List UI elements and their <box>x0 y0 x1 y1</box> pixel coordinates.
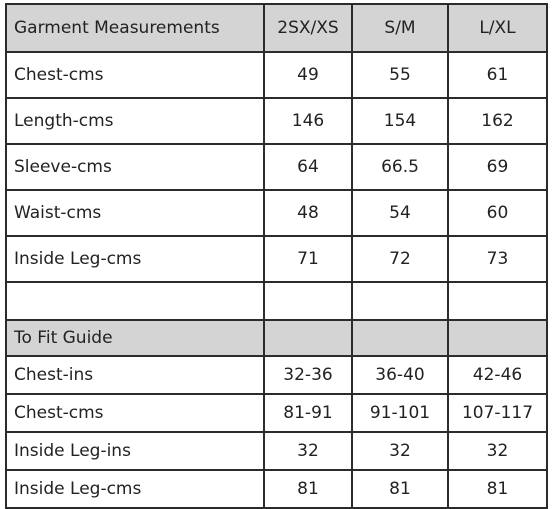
table-cell: 32 <box>352 432 448 470</box>
table-cell: 55 <box>352 52 448 98</box>
table-row <box>6 394 547 432</box>
table-cell: 66.5 <box>352 144 448 190</box>
table-cell: 32 <box>264 432 352 470</box>
row-label: Sleeve-cms <box>6 144 264 190</box>
row-label: Inside Leg-cms <box>6 470 264 508</box>
table-row <box>6 236 547 282</box>
table-cell: 154 <box>352 98 448 144</box>
row-label: Chest-cms <box>6 52 264 98</box>
table-cell: 32 <box>448 432 547 470</box>
header-cell: S/M <box>352 4 448 52</box>
table-cell: 60 <box>448 190 547 236</box>
empty-row <box>6 282 547 320</box>
empty-cell <box>448 282 547 320</box>
table-row <box>6 356 547 394</box>
header-cell: L/XL <box>448 4 547 52</box>
table-cell: 146 <box>264 98 352 144</box>
table-cell: 72 <box>352 236 448 282</box>
table-cell: 61 <box>448 52 547 98</box>
table-cell: 48 <box>264 190 352 236</box>
table-cell: 49 <box>264 52 352 98</box>
empty-cell <box>448 320 547 356</box>
empty-cell <box>264 320 352 356</box>
table-row <box>6 470 547 508</box>
row-label: Waist-cms <box>6 190 264 236</box>
table-cell: 71 <box>264 236 352 282</box>
table-row <box>6 98 547 144</box>
table-cell: 32-36 <box>264 356 352 394</box>
table-cell: 91-101 <box>352 394 448 432</box>
table-cell: 81 <box>264 470 352 508</box>
table-cell: 81 <box>448 470 547 508</box>
table-cell: 42-46 <box>448 356 547 394</box>
row-label: Inside Leg-ins <box>6 432 264 470</box>
table-cell: 73 <box>448 236 547 282</box>
table-cell: 69 <box>448 144 547 190</box>
header-cell: 2SX/XS <box>264 4 352 52</box>
empty-cell <box>352 320 448 356</box>
row-label: Inside Leg-cms <box>6 236 264 282</box>
table-row <box>6 190 547 236</box>
row-label: Length-cms <box>6 98 264 144</box>
table-cell: 81 <box>352 470 448 508</box>
empty-cell <box>264 282 352 320</box>
fit-guide-title: To Fit Guide <box>6 320 264 356</box>
header-row <box>6 4 547 52</box>
table-cell: 36-40 <box>352 356 448 394</box>
size-chart-table <box>5 3 548 509</box>
table-row <box>6 432 547 470</box>
fit-guide-header-row <box>6 320 547 356</box>
empty-cell <box>6 282 264 320</box>
table-cell: 162 <box>448 98 547 144</box>
row-label: Chest-cms <box>6 394 264 432</box>
table-cell: 81-91 <box>264 394 352 432</box>
table-cell: 107-117 <box>448 394 547 432</box>
table-cell: 64 <box>264 144 352 190</box>
table-cell: 54 <box>352 190 448 236</box>
empty-cell <box>352 282 448 320</box>
table-row <box>6 144 547 190</box>
row-label: Chest-ins <box>6 356 264 394</box>
header-cell: Garment Measurements <box>6 4 264 52</box>
table-row <box>6 52 547 98</box>
